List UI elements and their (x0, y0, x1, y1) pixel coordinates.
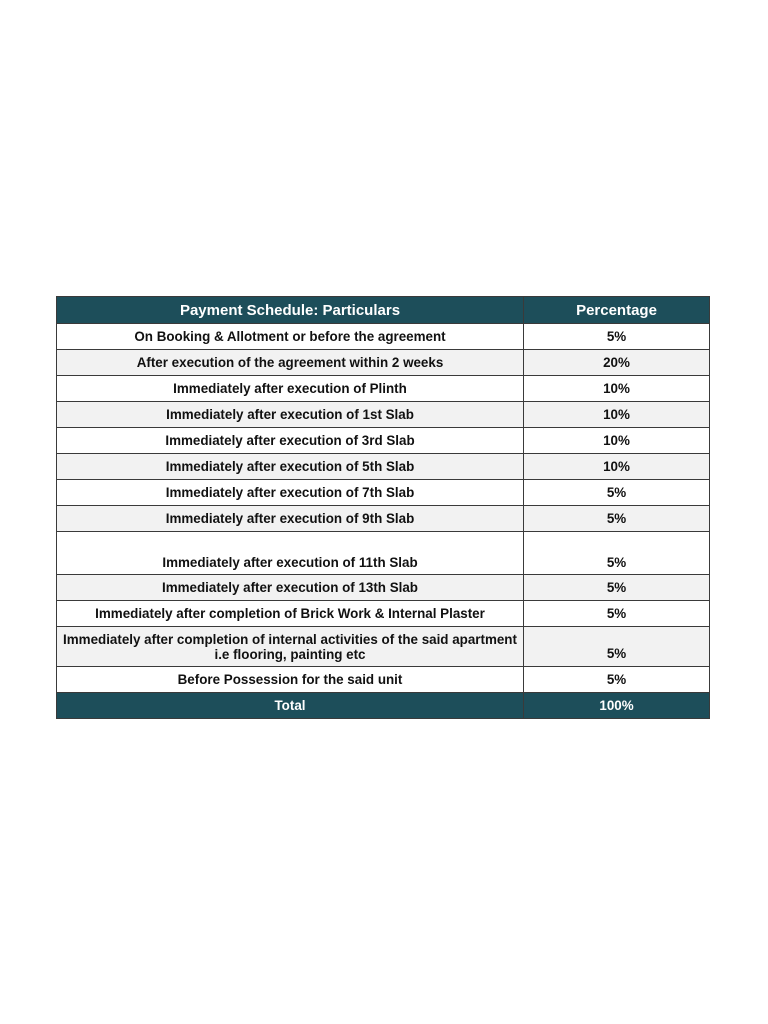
table-row (57, 480, 710, 506)
particular-cell: Immediately after execution of 11th Slab (57, 532, 524, 575)
particular-cell: After execution of the agreement within 2 weeks (57, 350, 524, 376)
percentage-header: Percentage (524, 297, 710, 324)
table-row (57, 428, 710, 454)
percentage-cell: 10% (524, 376, 710, 402)
payment-schedule-table (56, 296, 710, 719)
table-row (57, 575, 710, 601)
percentage-cell: 10% (524, 428, 710, 454)
particular-cell: Immediately after execution of 3rd Slab (57, 428, 524, 454)
percentage-cell: 20% (524, 350, 710, 376)
particular-cell: On Booking & Allotment or before the agreement (57, 324, 524, 350)
percentage-cell: 5% (524, 506, 710, 532)
particular-cell: Immediately after execution of 1st Slab (57, 402, 524, 428)
table-row (57, 667, 710, 693)
particulars-header: Payment Schedule: Particulars (57, 297, 524, 324)
table-row (57, 506, 710, 532)
table-header-row (57, 297, 710, 324)
particular-cell: Before Possession for the said unit (57, 667, 524, 693)
table-row (57, 532, 710, 575)
table-row (57, 601, 710, 627)
particular-cell: Immediately after execution of 9th Slab (57, 506, 524, 532)
total-label: Total (57, 693, 524, 719)
particular-cell: Immediately after completion of Brick Work & Internal Plaster (57, 601, 524, 627)
particular-cell: Immediately after execution of 13th Slab (57, 575, 524, 601)
particular-cell: Immediately after execution of Plinth (57, 376, 524, 402)
percentage-cell: 10% (524, 454, 710, 480)
percentage-cell: 5% (524, 575, 710, 601)
table-row (57, 454, 710, 480)
percentage-cell: 5% (524, 532, 710, 575)
particular-cell: Immediately after completion of internal activities of the said apartment i.e flooring, painting etc (57, 627, 524, 667)
table-row (57, 402, 710, 428)
percentage-cell: 10% (524, 402, 710, 428)
percentage-cell: 5% (524, 601, 710, 627)
table-row (57, 324, 710, 350)
total-percentage: 100% (524, 693, 710, 719)
table-row (57, 350, 710, 376)
percentage-cell: 5% (524, 627, 710, 667)
table-row (57, 627, 710, 667)
percentage-cell: 5% (524, 324, 710, 350)
percentage-cell: 5% (524, 480, 710, 506)
percentage-cell: 5% (524, 667, 710, 693)
total-row (57, 693, 710, 719)
particular-cell: Immediately after execution of 7th Slab (57, 480, 524, 506)
particular-cell: Immediately after execution of 5th Slab (57, 454, 524, 480)
table-row (57, 376, 710, 402)
